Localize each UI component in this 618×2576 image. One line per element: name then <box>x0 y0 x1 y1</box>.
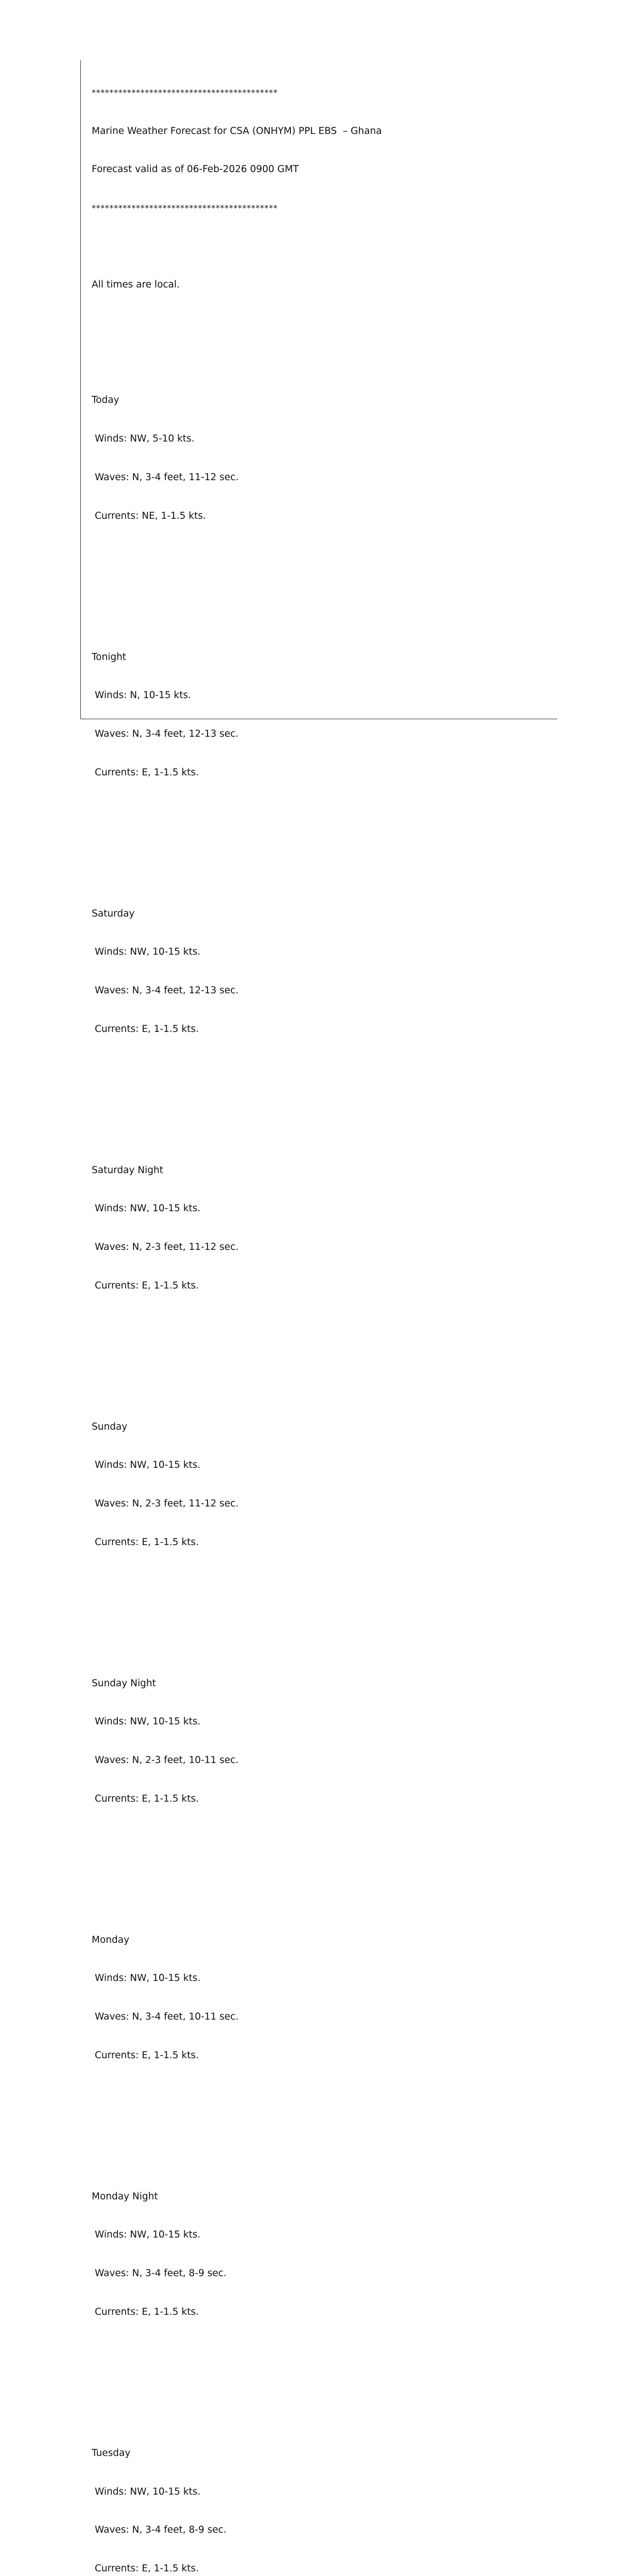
spacer <box>92 1832 545 1844</box>
spacer <box>92 241 545 253</box>
forecast-period <box>92 2421 545 2576</box>
period-name: Sunday Night <box>92 1677 156 1689</box>
spacer <box>92 1574 545 1587</box>
period-name: Saturday Night <box>92 1164 163 1176</box>
period-waves: Waves: N, 3-4 feet, 12-13 sec. <box>95 728 239 739</box>
spacer <box>92 2345 545 2358</box>
spacer <box>92 2088 545 2101</box>
forecast-document <box>92 61 545 2576</box>
period-currents: Currents: E, 1-1.5 kts. <box>95 2306 199 2317</box>
period-waves: Waves: N, 3-4 feet, 8-9 sec. <box>95 2524 227 2536</box>
forecast-period <box>92 1395 545 1613</box>
header-stars-bottom: ****************************************** <box>92 202 278 213</box>
period-name: Today <box>92 395 119 406</box>
forecast-title: Marine Weather Forecast for CSA (ONHYM) PPL EBS – Ghana <box>92 125 382 137</box>
period-waves: Waves: N, 3-4 feet, 11-12 sec. <box>95 471 239 483</box>
period-waves: Waves: N, 2-3 feet, 10-11 sec. <box>95 1755 239 1766</box>
period-name: Tuesday <box>92 2447 131 2459</box>
period-name: Monday Night <box>92 2191 158 2202</box>
spacer <box>92 805 545 818</box>
period-winds: Winds: NW, 5-10 kts. <box>95 433 195 445</box>
forecast-period <box>92 1908 545 2126</box>
spacer <box>92 317 545 330</box>
period-currents: Currents: E, 1-1.5 kts. <box>95 2563 199 2574</box>
spacer <box>92 1061 545 1074</box>
period-currents: Currents: E, 1-1.5 kts. <box>95 767 199 778</box>
period-waves: Waves: N, 3-4 feet, 12-13 sec. <box>95 985 239 996</box>
period-winds: Winds: NW, 10-15 kts. <box>95 1973 201 1984</box>
period-waves: Waves: N, 3-4 feet, 8-9 sec. <box>95 2268 227 2279</box>
period-name: Saturday <box>92 908 135 919</box>
period-currents: Currents: E, 1-1.5 kts. <box>95 1023 199 1035</box>
period-winds: Winds: NW, 10-15 kts. <box>95 1460 201 1471</box>
period-waves: Waves: N, 3-4 feet, 10-11 sec. <box>95 2011 239 2023</box>
forecast-period <box>92 369 545 587</box>
period-winds: Winds: NW, 10-15 kts. <box>95 2229 201 2241</box>
period-winds: Winds: NW, 10-15 kts. <box>95 1203 201 1214</box>
forecast-period <box>92 625 545 843</box>
forecast-valid-time: Forecast valid as of 06-Feb-2026 0900 GMT <box>92 164 299 175</box>
forecast-period <box>92 882 545 1100</box>
period-currents: Currents: NE, 1-1.5 kts. <box>95 510 206 521</box>
period-currents: Currents: E, 1-1.5 kts. <box>95 1793 199 1804</box>
forecast-period <box>92 2165 545 2383</box>
period-currents: Currents: E, 1-1.5 kts. <box>95 1280 199 1291</box>
spacer <box>92 548 545 561</box>
period-winds: Winds: N, 10-15 kts. <box>95 690 191 701</box>
header-stars-top: ****************************************** <box>92 87 278 97</box>
period-name: Monday <box>92 1934 130 1945</box>
period-currents: Currents: E, 1-1.5 kts. <box>95 1536 199 1548</box>
period-winds: Winds: NW, 10-15 kts. <box>95 2486 201 2497</box>
spacer <box>92 1318 545 1331</box>
period-currents: Currents: E, 1-1.5 kts. <box>95 2049 199 2061</box>
period-winds: Winds: NW, 10-15 kts. <box>95 946 201 958</box>
period-waves: Waves: N, 2-3 feet, 11-12 sec. <box>95 1498 239 1510</box>
period-name: Sunday <box>92 1421 128 1432</box>
period-winds: Winds: NW, 10-15 kts. <box>95 1716 201 1727</box>
period-name: Tonight <box>92 651 127 663</box>
forecast-period <box>92 1652 545 1870</box>
period-waves: Waves: N, 2-3 feet, 11-12 sec. <box>95 1242 239 1252</box>
times-note: All times are local. <box>92 279 180 291</box>
forecast-period <box>92 1139 545 1357</box>
left-margin-rule <box>80 60 81 719</box>
